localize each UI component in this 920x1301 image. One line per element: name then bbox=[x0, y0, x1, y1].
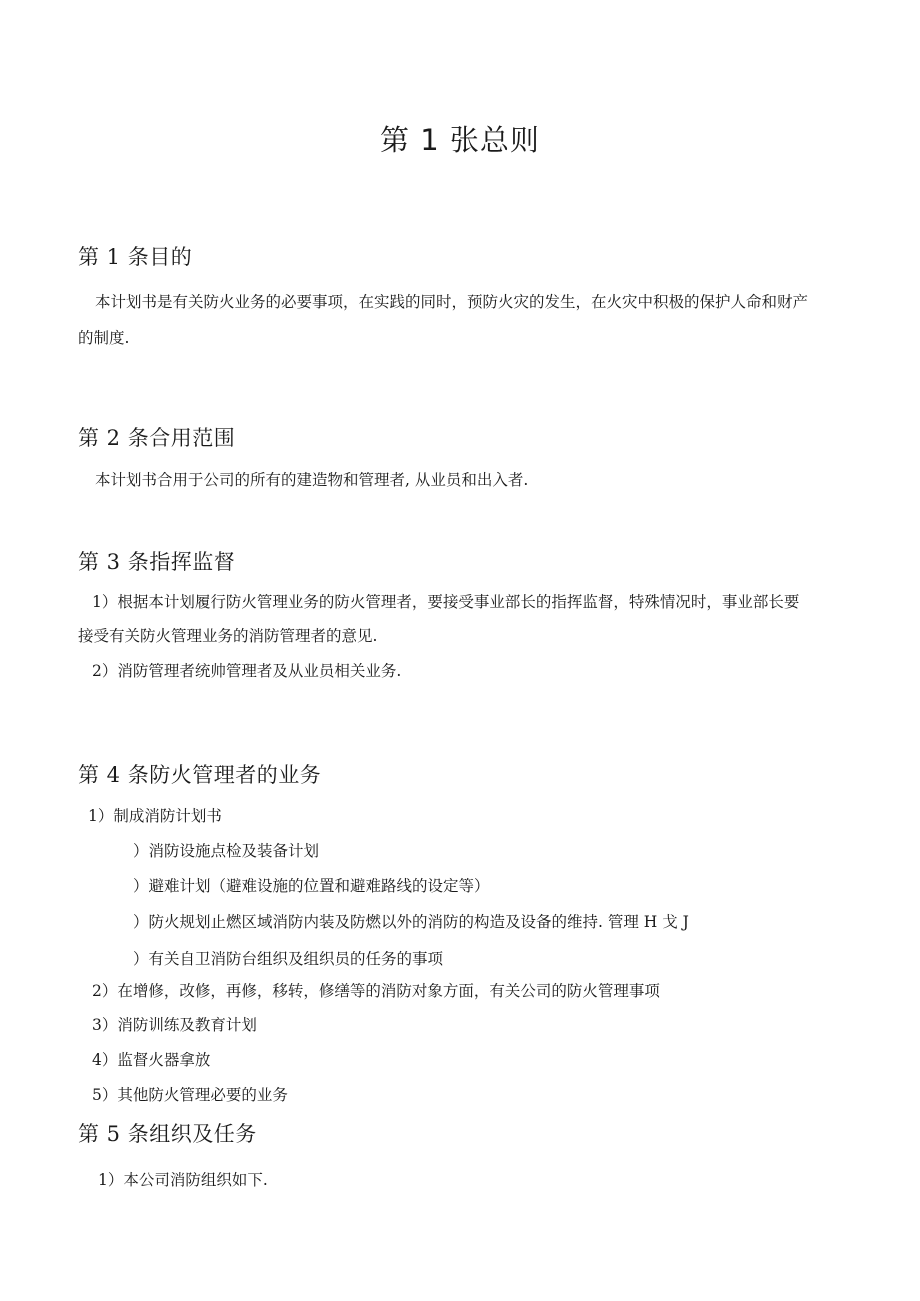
section-4-line-7: 3）消防训练及教育计划 bbox=[92, 1016, 257, 1034]
section-3-line-1: 1）根据本计划履行防火管理业务的防火管理者，要接受事业部长的指挥监督，特殊情况时，事业部长要 bbox=[92, 593, 800, 611]
section-4-line-9: 5）其他防火管理必要的业务 bbox=[92, 1086, 288, 1104]
section-4-line-3: ）避难计划（避难设施的位置和避难路线的设定等） bbox=[133, 877, 490, 895]
section-4-line-2: ）消防设施点检及装备计划 bbox=[133, 842, 320, 860]
page-title: 第 1 张总则 bbox=[380, 123, 540, 157]
section-1-heading: 第 1 条目的 bbox=[78, 245, 193, 269]
section-3-line-2: 接受有关防火管理业务的消防管理者的意见. bbox=[78, 627, 378, 645]
section-4-line-8: 4）监督火器拿放 bbox=[92, 1051, 211, 1069]
section-5-line-1: 1）本公司消防组织如下. bbox=[98, 1171, 268, 1189]
section-4-line-5: ）有关自卫消防台组织及组织员的任务的事项 bbox=[133, 950, 444, 968]
section-3-heading: 第 3 条指挥监督 bbox=[78, 550, 236, 574]
section-1-line-1: 本计划书是有关防火业务的必要事项，在实践的同时，预防火灾的发生，在火灾中积极的保护人命和财产 bbox=[95, 293, 809, 311]
section-2-heading: 第 2 条合用范围 bbox=[78, 426, 236, 450]
section-4-line-6: 2）在增修，改修，再修，移转，修缮等的消防对象方面，有关公司的防火管理事项 bbox=[92, 982, 660, 1000]
section-2-line-1: 本计划书合用于公司的所有的建造物和管理者, 从业员和出入者. bbox=[95, 471, 529, 489]
section-4-line-4: ）防火规划止燃区域消防内装及防燃以外的消防的构造及设备的维持. 管理 H 戈 J bbox=[133, 913, 689, 931]
section-3-line-3: 2）消防管理者统帅管理者及从业员相关业务. bbox=[92, 662, 402, 680]
section-5-heading: 第 5 条组织及任务 bbox=[78, 1122, 257, 1146]
section-1-line-2: 的制度. bbox=[78, 329, 130, 347]
section-4-line-1: 1）制成消防计划书 bbox=[88, 807, 222, 825]
section-4-heading: 第 4 条防火管理者的业务 bbox=[78, 763, 322, 787]
